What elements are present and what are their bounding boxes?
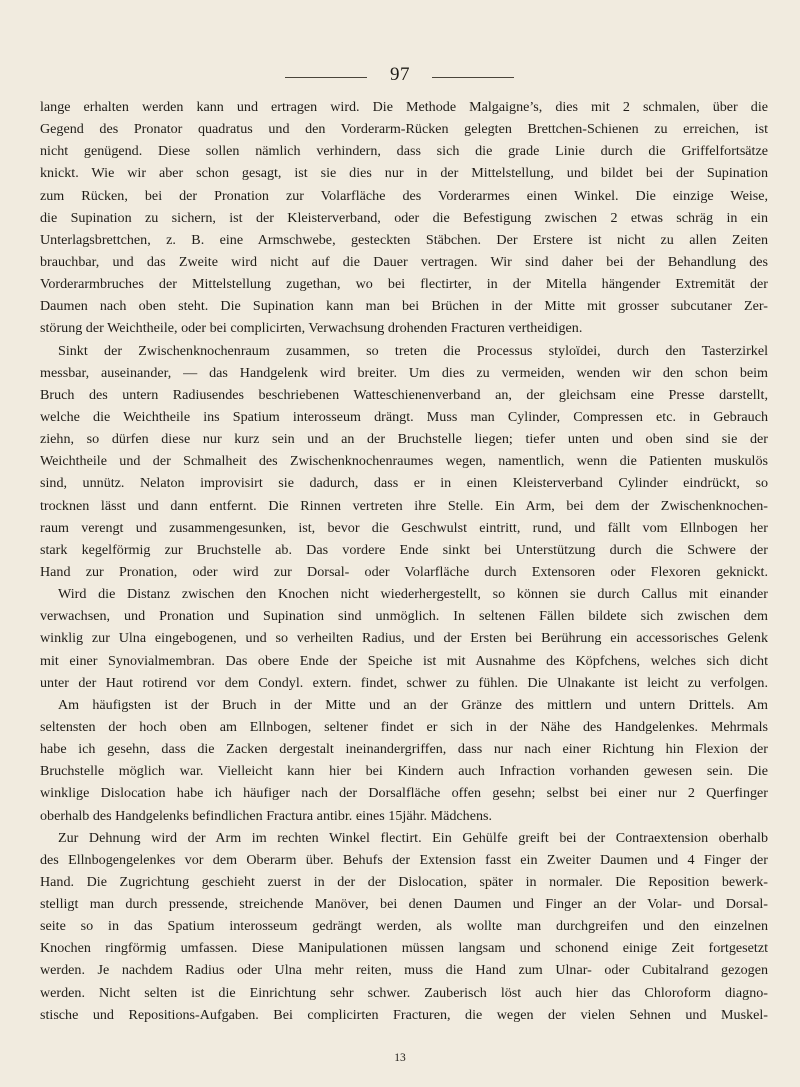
text-line: des Ellnbogengelenkes vor dem Oberarm über. Behufs der Extension fasst ein Zweiter Daumen und 4 Finger der (40, 851, 768, 868)
header-rule-right (432, 77, 514, 78)
text-line: Zur Dehnung wird der Arm im rechten Winkel flectirt. Ein Gehülfe greift bei der Contraextension oberhalb (58, 829, 768, 846)
text-line: nicht genügend. Diese sollen nämlich verhindern, dass sich die grade Linie durch die Griffelfortsätze (40, 143, 768, 160)
text-line: stelligt man durch pressende, streichende Manöver, bei denen Daumen und Finger an der Volar- und Dorsal- (40, 896, 768, 913)
text-line: lange erhalten werden kann und ertragen wird. Die Methode Malgaigne’s, dies mit 2 schmalen, über die (40, 99, 768, 115)
text-line: winklige Dislocation habe ich häufiger nach der Dorsalfläche offen gesehn; selbst bei einer nur 2 Querfinger (40, 785, 768, 802)
text-line: Bruch des untern Radiusendes beschriebenen Watteschienenverband an, der gleichsam eine Presse darstellt, (40, 386, 768, 403)
text-line: Gegend des Pronator quadratus und den Vorderarm-Rücken gelegten Brettchen-Schienen zu erreichen, ist (40, 121, 768, 138)
text-line: Sinkt der Zwischenknochenraum zusammen, so treten die Processus styloïdei, durch den Tasterzirkel (58, 342, 768, 359)
text-line: werden. Je nachdem Radius oder Ulna mehr reiten, muss die Hand zum Ulnar- oder Cubitalrand gezogen (40, 962, 768, 979)
text-line: knickt. Wie wir aber schon gesagt, ist sie dies nur in der Mittelstellung, und bildet bei der Supination (40, 165, 768, 182)
text-line: die Supination zu sichern, ist der Kleisterverband, oder die Befestigung zwischen 2 etwas schräg in ein (40, 209, 768, 226)
signature-mark: 13 (394, 1052, 406, 1064)
text-line: seite so in das Spatium interosseum gedrängt werden, als wollte man durchgreifen und den einzelnen (40, 918, 768, 935)
text-line: sind, unnütz. Nelaton improvisirt sie dadurch, dass er in einen Kleisterverband Cylinder eindrückt, so (40, 475, 768, 492)
body-text (40, 96, 768, 1026)
text-line: ziehn, so dürfen diese nur kurz sein und an der Bruchstelle liegen; tiefer unten und oben sind sie der (40, 431, 768, 448)
text-line: Weichtheile und der Schmalheit des Zwischenknochenraumes wegen, namentlich, wenn die Patienten muskulös (40, 453, 768, 470)
text-line: winklig zur Ulna eingebogenen, und so verheilten Radius, und der Ersten bei Berührung ein accessorisches Gelenk (40, 630, 768, 647)
text-line: brauchbar, und das Zweite wird nicht auf die Dauer vertragen. Wir sind daher bei der Behandlung des (40, 253, 768, 270)
page-header (0, 62, 800, 88)
text-line: habe ich gesehn, dass die Zacken dergestalt ineinandergriffen, dass nur nach einer Richtung hin Flexion der (40, 741, 768, 758)
page-number: 97 (390, 64, 410, 85)
text-line: Knochen ringförmig umfassen. Diese Manipulationen müssen langsam und schonend einige Zeit fortgesetzt (40, 940, 768, 957)
text-line: stark kegelförmig zur Bruchstelle ab. Das vordere Ende sinkt bei Unterstützung durch die Schwere der (40, 541, 768, 558)
text-line: Unterlagsbrettchen, z. B. eine Armschwebe, gesteckten Stäbchen. Der Erstere ist nicht zu allen Zeiten (40, 231, 768, 248)
text-line: trocknen lässt und dann entfernt. Die Rinnen vertreten ihre Stelle. Ein Arm, bei dem der Zwischenknochen- (40, 497, 768, 514)
text-line: Daumen nach oben steht. Die Supination kann man bei Brüchen in der Mitte mit grosser subcutaner Zer- (40, 298, 768, 315)
text-line: messbar, auseinander, — das Handgelenk wird breiter. Um dies zu vermeiden, wenden wir den schon beim (40, 364, 768, 381)
text-line: Wird die Distanz zwischen den Knochen nicht wiederhergestellt, so können sie durch Callus mit einander (58, 586, 768, 603)
text-line: Hand zur Pronation, oder wird zur Dorsal- oder Volarfläche durch Extensoren oder Flexoren geknickt. (40, 563, 768, 580)
text-line: seltensten der hoch oben am Ellnbogen, seltener findet er sich in der Nähe des Handgelenkes. Mehrmals (40, 718, 768, 735)
text-line: zum Rücken, bei der Pronation zur Volarfläche des Vorderarmes einen Winkel. Die einzige Weise, (40, 187, 768, 204)
text-line: verwachsen, und Pronation und Supination sind unmöglich. In seltenen Fällen bildete sich zwischen dem (40, 608, 768, 625)
text-line: Hand. Die Zugrichtung geschieht zuerst in der der Dislocation, später in normaler. Die Reposition bewerk- (40, 873, 768, 890)
text-line: werden. Nicht selten ist die Einrichtung sehr schwer. Zauberisch löst auch hier das Chloroform diagno- (40, 984, 768, 1001)
text-line: Vorderarmbruches der Mittelstellung zugethan, wo bei flectirter, in der Mitella hängender Extremität der (40, 276, 768, 293)
text-line: Am häufigsten ist der Bruch in der Mitte und an der Gränze des mittlern und untern Drittels. Am (58, 696, 768, 713)
text-line: raum verengt und zusammengesunken, ist, bevor die Geschwulst eintritt, rund, und fällt vom Ellnbogen her (40, 519, 768, 536)
text-line: störung der Weichtheile, oder bei complicirten, Verwachsung drohenden Fracturen vertheidigen. (40, 320, 583, 337)
text-line: Bruchstelle möglich war. Vielleicht kann hier bei Kindern auch Infraction vorhanden gewesen sein. Die (40, 763, 768, 780)
text-line: stische und Repositions-Aufgaben. Bei complicirten Fracturen, die wegen der vielen Sehnen und Muskel- (40, 1006, 768, 1023)
text-line: welche die Weichtheile ins Spatium interosseum drängt. Muss man Cylinder, Compressen etc. in Gebrauch (40, 408, 768, 425)
text-line: oberhalb des Handgelenks befindlichen Fractura antibr. eines 15jähr. Mädchens. (40, 807, 493, 824)
text-line: mit einer Synovialmembran. Das obere Ende der Speiche ist mit Ausnahme des Köpfchens, welches sich dicht (40, 652, 768, 669)
header-rule-left (285, 77, 367, 78)
text-line: unter der Haut rotirend vor dem Condyl. extern. findet, schwer zu fühlen. Die Ulnakante ist leicht zu verfolgen. (40, 674, 768, 691)
